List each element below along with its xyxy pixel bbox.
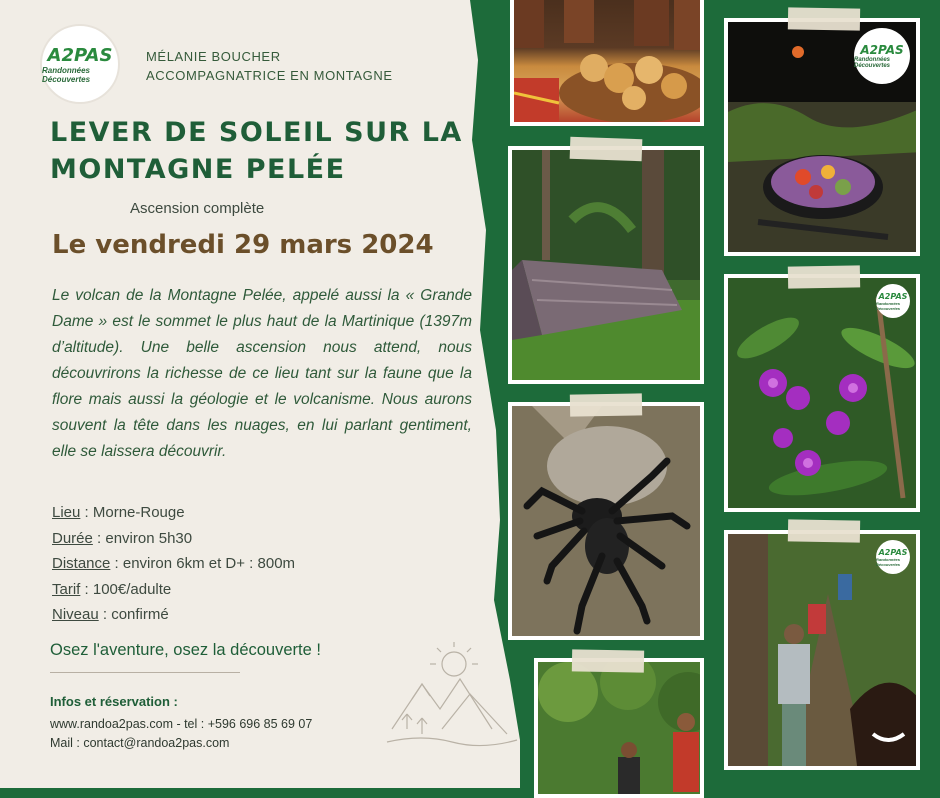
detail-distance [52,551,295,577]
tarantula-art [512,406,704,640]
guide-role: ACCOMPAGNATRICE EN MONTAGNE [146,68,393,83]
detail-value: : 100€/adulte [80,580,172,598]
detail-value: : confirmé [98,606,169,623]
event-title: LEVER DE SOLEIL SUR LA MONTAGNE PELÉE [50,117,463,185]
detail-value: : environ 6km et D+ : 800m [110,555,296,572]
detail-niveau [52,602,295,628]
reservation-web-phone: www.randoa2pas.com - tel : +596 696 85 69 07 [50,717,313,731]
reservation-info [50,715,312,753]
badge-tagline: Randonnées Découvertes [876,300,901,311]
guide-name: MÉLANIE BOUCHER [146,49,281,64]
event-description: Le volcan de la Montagne Pelée, appelé aussi la « Grande Dame » est le sommet le plus haut de la Martinique (1397m d’altitude). Une belle ascension nous attend, nous découvrirons la richesse de ce lieu tant sur la faune que la flore mais aussi la géologie et le volcanisme. Nous aurons souvent la tête dans les nuages, en lui parlant gentiment, elle se laissera découvrir. [52,287,472,460]
detail-key: Lieu [52,504,81,521]
photo-tape [570,393,642,416]
a2pas-badge-small [876,540,910,574]
event-subtitle: Ascension complète [130,200,265,217]
reservation-mail: Mail : contact@randoa2pas.com [50,736,230,750]
food-photo [510,0,704,126]
detail-key: Durée [52,529,93,547]
camp-tarp-photo [508,146,704,384]
detail-duree [52,526,295,552]
photo-tape [788,265,860,288]
divider [50,672,240,673]
event-date: Le vendredi 29 mars 2024 [52,230,434,260]
badge-tagline: Randonnées Découvertes [876,556,901,567]
photo-tape [572,649,644,672]
badge-brand: A2PAS [878,291,908,301]
a2pas-logo [40,24,120,104]
detail-key: Niveau [52,606,99,623]
a2pas-badge-small [876,284,910,318]
badge-tagline: Randonnées Découvertes [854,57,891,69]
detail-lieu [52,500,295,526]
detail-value: : Morne-Rouge [80,504,185,521]
forest-group-photo [534,658,704,798]
logo-tagline: Randonnées Découvertes [42,65,91,84]
detail-tarif [52,577,295,603]
campfire-cooking-photo [724,18,920,256]
mountain-sun-illustration [382,634,522,754]
badge-brand: A2PAS [860,43,904,57]
event-details [52,500,295,628]
detail-key: Distance [52,555,111,572]
food-photo-art [514,0,704,126]
badge-brand: A2PAS [878,547,908,557]
photo-tape [788,519,860,542]
slogan: Osez l'aventure, osez la découverte ! [50,641,321,659]
hikers-trail-photo [724,530,920,770]
a2pas-badge [854,28,910,84]
camp-tarp-art [512,150,704,384]
reservation-title: Infos et réservation : [50,694,178,709]
tarantula-photo [508,402,704,640]
logo-brand: A2PAS [47,44,113,66]
detail-key: Tarif [52,580,81,598]
orchid-photo [724,274,920,512]
forest-group-art [538,662,704,798]
guide-info [146,47,393,85]
detail-value: : environ 5h30 [92,529,193,547]
photo-tape [788,7,860,30]
photo-tape [570,137,643,161]
